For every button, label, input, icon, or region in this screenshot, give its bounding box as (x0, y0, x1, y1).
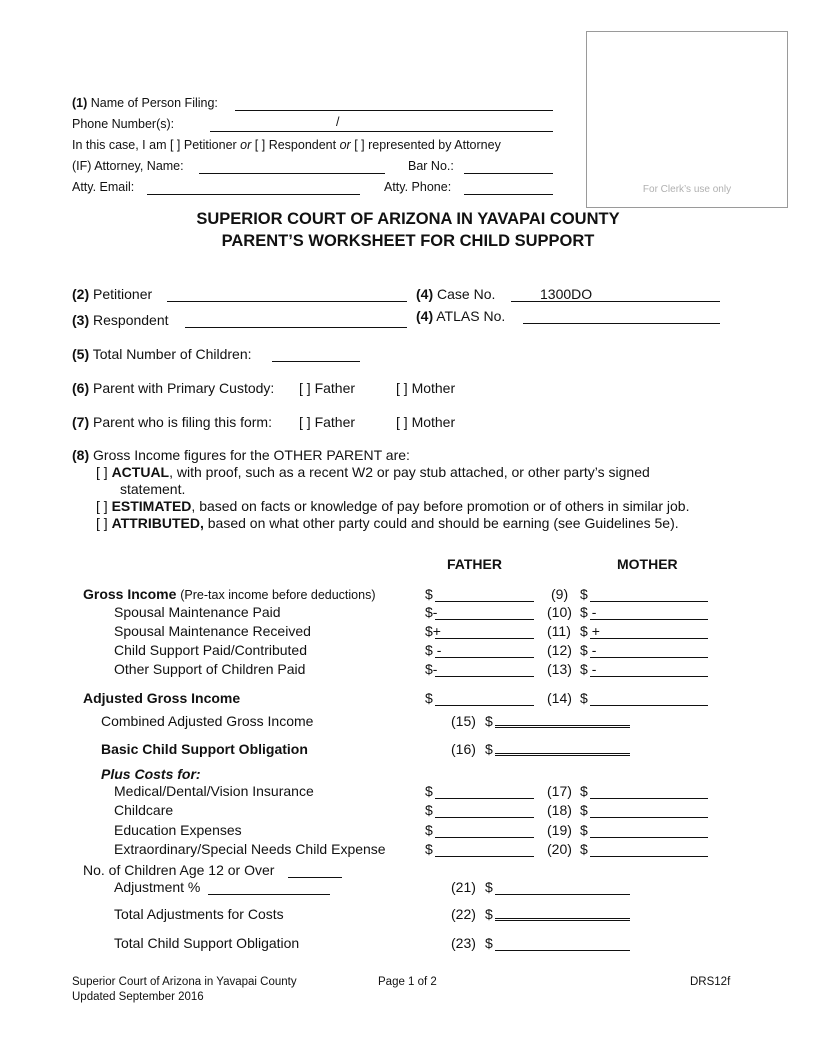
footer-updated: Updated September 2016 (72, 991, 204, 1003)
phone-field[interactable] (210, 131, 553, 132)
filer-father-checkbox[interactable]: [ ] (299, 414, 311, 430)
mother-adjusted-gross-field[interactable] (590, 705, 708, 706)
mother-dollar-sign: $ - (580, 642, 597, 658)
mother-dollar-sign: $ (580, 690, 588, 706)
filing-parent-row: (7) Parent who is filing this form: (72, 414, 272, 430)
total-obligation-dollar-sign: $ (485, 935, 493, 951)
form-title: PARENT’S WORKSHEET FOR CHILD SUPPORT (221, 232, 595, 250)
mother-dollar-sign: $ - (580, 604, 597, 620)
line-number: (10) (547, 604, 572, 620)
primary-custody-row: (6) Parent with Primary Custody: (72, 380, 275, 396)
mother-column-header: MOTHER (617, 556, 678, 572)
mother-other-support-field[interactable] (590, 676, 708, 677)
father-dollar-sign: $ - (425, 642, 442, 658)
spousal-paid-label: Spousal Maintenance Paid (114, 604, 281, 620)
custody-father-checkbox[interactable]: [ ] (299, 380, 311, 396)
adjustment-dollar-sign: $ (485, 879, 493, 895)
adjusted-gross-income-label: Adjusted Gross Income (83, 690, 241, 706)
mother-child-support-paid-field[interactable] (590, 657, 708, 658)
father-column-header: FATHER (447, 556, 502, 572)
custody-father-option[interactable]: [ ] Father (299, 380, 356, 396)
father-child-support-paid-field[interactable] (435, 657, 534, 658)
father-dollar-sign: $- (425, 604, 438, 620)
father-dollar-sign: $ (425, 822, 433, 838)
father-spousal-paid-field[interactable] (435, 619, 534, 620)
income-attributed-option[interactable]: [ ] ATTRIBUTED, based on what other party could and should be earning (see Guidelines 5e). (96, 515, 679, 531)
case-number-value: 1300DO (540, 286, 593, 302)
mother-dollar-sign: $ (580, 802, 588, 818)
line-number: (13) (547, 661, 572, 677)
adjustment-percent-field[interactable] (208, 894, 330, 895)
children-count-field[interactable] (272, 361, 360, 362)
mother-dollar-sign: $ (580, 822, 588, 838)
clerk-use-box (586, 31, 788, 208)
other-support-label: Other Support of Children Paid (114, 661, 306, 677)
extraordinary-label: Extraordinary/Special Needs Child Expense (114, 841, 386, 857)
combined-adjusted-field[interactable] (495, 725, 630, 728)
children-age-12-label: No. of Children Age 12 or Over (83, 862, 275, 878)
mother-dollar-sign: $ (580, 841, 588, 857)
filer-mother-option[interactable]: [ ] Mother (396, 414, 456, 430)
basic-obligation-dollar-sign: $ (485, 741, 493, 757)
footer-court: Superior Court of Arizona in Yavapai County (72, 976, 297, 988)
mother-dollar-sign: $ (580, 783, 588, 799)
name-of-person-filing-field[interactable] (235, 110, 553, 111)
attributed-checkbox[interactable]: [ ] (96, 515, 108, 531)
father-medical-field[interactable] (435, 798, 534, 799)
petitioner-checkbox[interactable]: [ ] (169, 138, 181, 152)
basic-obligation-label: Basic Child Support Obligation (101, 741, 308, 757)
father-dollar-sign: $ (425, 690, 433, 706)
line-number: (12) (547, 642, 572, 658)
father-dollar-sign: $ (425, 841, 433, 857)
attorney-name-field[interactable] (199, 173, 385, 174)
income-actual-continued: statement. (120, 481, 186, 497)
custody-mother-checkbox[interactable]: [ ] (396, 380, 408, 396)
attorney-checkbox[interactable]: [ ] (354, 138, 365, 152)
court-title: SUPERIOR COURT OF ARIZONA IN YAVAPAI COUNTY (196, 210, 620, 228)
child-support-paid-label: Child Support Paid/Contributed (114, 642, 308, 658)
income-estimated-option[interactable]: [ ] ESTIMATED, based on facts or knowledge of pay before promotion or of others in similar job. (96, 498, 690, 514)
respondent-checkbox[interactable]: [ ] (254, 138, 266, 152)
basic-obligation-field[interactable] (495, 753, 630, 756)
filer-mother-checkbox[interactable]: [ ] (396, 414, 408, 430)
mother-dollar-sign: $ + (580, 623, 600, 639)
line-number: (15) (451, 713, 476, 729)
father-adjusted-gross-field[interactable] (435, 705, 534, 706)
line-number: (11) (547, 623, 571, 639)
attorney-phone-label: Atty. Phone: (384, 180, 452, 194)
line-number: (20) (547, 841, 572, 857)
mother-dollar-sign: $ - (580, 661, 597, 677)
line-number: (17) (547, 783, 572, 799)
total-adjustments-dollar-sign: $ (485, 906, 493, 922)
bar-number-label: Bar No.: (408, 159, 454, 173)
respondent-label: (3) Respondent (72, 312, 169, 328)
other-parent-income-label: (8) Gross Income figures for the OTHER PARENT are: (72, 447, 410, 463)
father-dollar-sign: $- (425, 661, 438, 677)
mother-spousal-received-field[interactable] (590, 638, 708, 639)
father-childcare-field[interactable] (435, 817, 534, 818)
gross-income-label: Gross Income (Pre-tax income before deductions) (83, 586, 376, 602)
father-other-support-field[interactable] (435, 676, 534, 677)
mother-extraordinary-field[interactable] (590, 856, 708, 857)
mother-childcare-field[interactable] (590, 817, 708, 818)
atlas-number-field[interactable] (523, 323, 720, 324)
filer-father-option[interactable]: [ ] Father (299, 414, 356, 430)
total-obligation-field[interactable] (495, 950, 630, 951)
case-number-label: (4) Case No. (416, 286, 496, 302)
adjustment-amount-field[interactable] (495, 894, 630, 895)
petitioner-field[interactable] (167, 301, 407, 302)
childcare-label: Childcare (114, 802, 174, 818)
father-dollar-sign: $+ (425, 623, 441, 639)
mother-spousal-paid-field[interactable] (590, 619, 708, 620)
father-gross-income-field[interactable] (435, 601, 534, 602)
line-number: (14) (547, 690, 572, 706)
adjustment-percent-label: Adjustment % (114, 879, 201, 895)
father-dollar-sign: $ (425, 783, 433, 799)
mother-education-field[interactable] (590, 837, 708, 838)
phone-separator: / (336, 115, 340, 129)
footer-page-number: Page 1 of 2 (378, 976, 437, 988)
name-of-person-filing-label: (1) Name of Person Filing: (72, 96, 218, 110)
estimated-checkbox[interactable]: [ ] (96, 498, 108, 514)
attorney-email-label: Atty. Email: (72, 180, 135, 194)
clerk-use-label: For Clerk’s use only (642, 184, 732, 195)
custody-mother-option[interactable]: [ ] Mother (396, 380, 456, 396)
petitioner-label: (2) Petitioner (72, 286, 153, 302)
actual-checkbox[interactable]: [ ] (96, 464, 108, 480)
father-dollar-sign: $ (425, 802, 433, 818)
spousal-received-label: Spousal Maintenance Received (114, 623, 311, 639)
attorney-phone-field[interactable] (464, 194, 553, 195)
children-count-label: (5) Total Number of Children: (72, 346, 252, 362)
combined-dollar-sign: $ (485, 713, 493, 729)
attorney-name-label: (IF) Attorney, Name: (72, 159, 184, 173)
line-number: (23) (451, 935, 476, 951)
combined-adjusted-label: Combined Adjusted Gross Income (101, 713, 314, 729)
line-number: (16) (451, 741, 476, 757)
father-spousal-received-field[interactable] (435, 638, 534, 639)
line-number: (18) (547, 802, 572, 818)
attorney-email-field[interactable] (147, 194, 360, 195)
total-adjustments-field[interactable] (495, 918, 630, 921)
mother-gross-income-field[interactable] (590, 601, 708, 602)
total-adjustments-label: Total Adjustments for Costs (114, 906, 284, 922)
mother-medical-field[interactable] (590, 798, 708, 799)
footer-form-code: DRS12f (690, 976, 731, 988)
respondent-field[interactable] (185, 327, 407, 328)
income-actual-option[interactable]: [ ] ACTUAL, with proof, such as a recent W2 or pay stub attached, or other party’s signed (96, 464, 650, 480)
plus-costs-label: Plus Costs for: (101, 766, 201, 782)
bar-number-field[interactable] (464, 173, 553, 174)
mother-dollar-sign: $ (580, 586, 588, 602)
father-education-field[interactable] (435, 837, 534, 838)
phone-label: Phone Number(s): (72, 117, 175, 131)
children-age-12-field[interactable] (288, 877, 342, 878)
line-number: (19) (547, 822, 572, 838)
atlas-number-label: (4) ATLAS No. (416, 308, 506, 324)
line-number: (9) (551, 586, 569, 602)
medical-label: Medical/Dental/Vision Insurance (114, 783, 314, 799)
line-number: (21) (451, 879, 476, 895)
father-extraordinary-field[interactable] (435, 856, 534, 857)
case-role-line: In this case, I am [ ] Petitioner or [ ] Respondent or [ ] represented by Attorney (72, 138, 501, 152)
education-label: Education Expenses (114, 822, 242, 838)
line-number: (22) (451, 906, 476, 922)
total-obligation-label: Total Child Support Obligation (114, 935, 300, 951)
father-dollar-sign: $ (425, 586, 433, 602)
